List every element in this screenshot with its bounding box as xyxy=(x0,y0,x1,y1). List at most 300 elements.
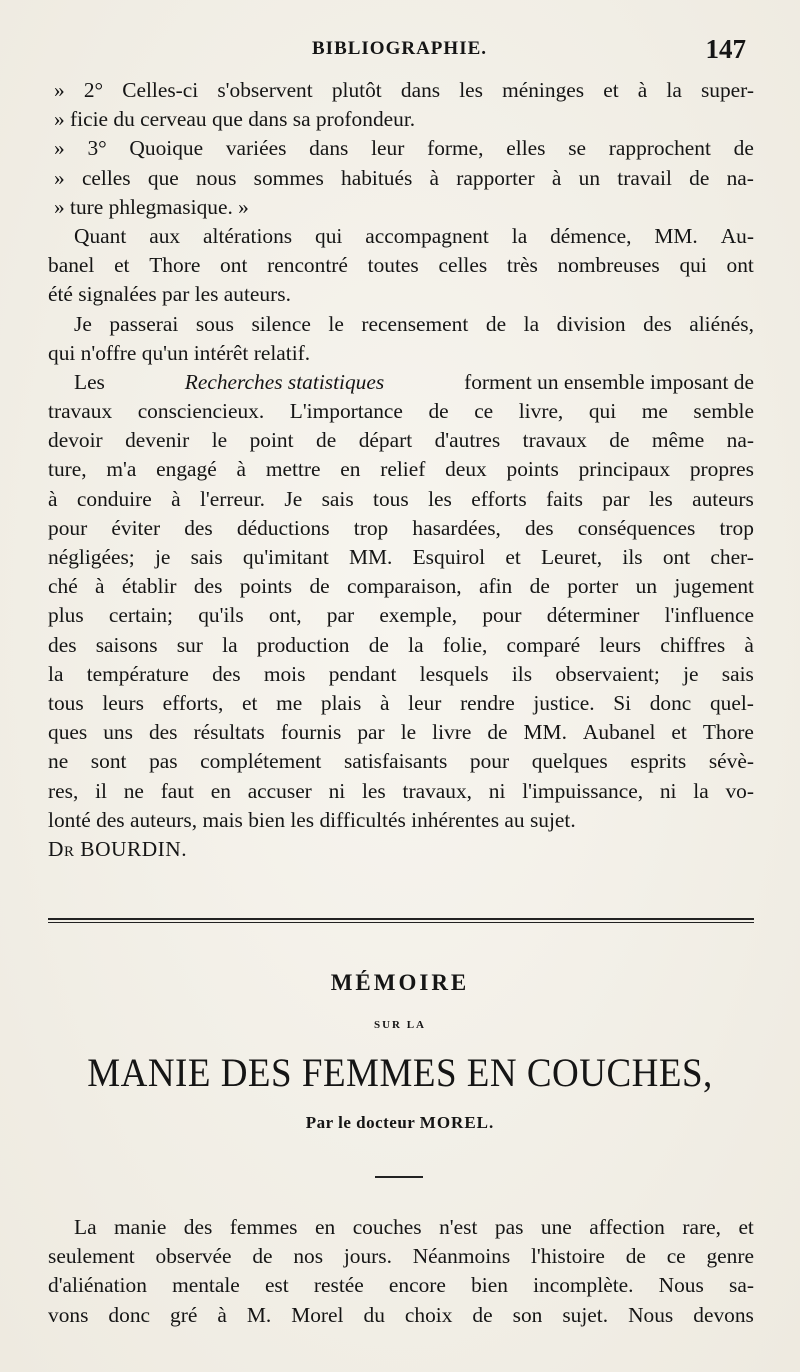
text-segment: Les xyxy=(74,369,105,394)
word: livre xyxy=(432,720,472,745)
word: esprits xyxy=(630,749,687,774)
word: éviter xyxy=(111,515,161,540)
word: faits xyxy=(546,486,583,511)
word: jours. xyxy=(343,1244,392,1269)
word: ont xyxy=(662,545,691,569)
word: forme, xyxy=(427,136,484,161)
text-line xyxy=(48,251,754,280)
word: ni xyxy=(659,778,677,803)
word: Thore xyxy=(702,720,754,745)
word: Nous xyxy=(658,1273,704,1298)
word: donc xyxy=(108,1302,151,1327)
word: choix xyxy=(404,1302,453,1327)
word: des xyxy=(525,515,554,540)
running-head xyxy=(48,34,752,68)
word: les xyxy=(459,78,483,102)
word: pour xyxy=(482,603,522,628)
word: production xyxy=(256,632,350,657)
word: résultats xyxy=(193,720,265,745)
word: recensement xyxy=(361,311,469,336)
word: devenir xyxy=(125,428,190,453)
word: sévè- xyxy=(708,749,754,774)
word: à xyxy=(637,78,648,102)
word: rare, xyxy=(682,1215,721,1239)
word: travaux, xyxy=(402,778,473,803)
word: Thore xyxy=(149,253,201,278)
word: sais xyxy=(321,486,354,511)
word: donc xyxy=(649,690,692,715)
word: des xyxy=(148,720,178,745)
word: des xyxy=(184,515,213,540)
word: s'observent xyxy=(217,78,313,102)
word: même xyxy=(651,428,705,453)
word: division xyxy=(556,311,626,336)
word: couches xyxy=(352,1215,422,1239)
word: genre xyxy=(706,1244,754,1269)
word: à xyxy=(379,690,390,715)
text-line xyxy=(48,76,754,105)
word: plais xyxy=(320,690,362,715)
word: il xyxy=(95,778,107,803)
word: affection xyxy=(589,1215,665,1239)
word: des xyxy=(48,632,77,657)
word: plus xyxy=(48,603,84,628)
word: une xyxy=(540,1215,572,1239)
word: Quant xyxy=(74,223,127,248)
word: altérations xyxy=(203,223,293,248)
text-line xyxy=(48,397,754,426)
word: leurs xyxy=(599,632,641,657)
word: à xyxy=(236,457,247,482)
word: Néanmoins xyxy=(412,1244,511,1269)
word: qu'ils xyxy=(198,603,244,628)
word: à xyxy=(551,165,562,190)
word: leurs xyxy=(102,690,144,715)
word: déductions xyxy=(236,515,330,540)
article-subheading: SUR LA xyxy=(373,1019,427,1031)
word: toutes xyxy=(367,253,419,278)
word: sommes xyxy=(253,165,324,190)
word: la xyxy=(511,223,528,248)
word: démence, xyxy=(550,223,632,248)
word: Celles-ci xyxy=(122,78,199,102)
word: 2° xyxy=(83,78,104,102)
word: ont xyxy=(220,253,248,278)
word: complétement xyxy=(200,749,322,774)
word: dans xyxy=(309,136,349,161)
word: ne xyxy=(123,778,144,803)
word: celles xyxy=(81,165,131,190)
word: de xyxy=(472,1302,493,1327)
word: faut xyxy=(160,778,194,803)
word: sont xyxy=(90,749,127,774)
text-line xyxy=(48,426,754,455)
word: relief xyxy=(380,457,426,482)
text-line xyxy=(48,777,754,806)
author-name: MOREL. xyxy=(419,1113,495,1132)
word: l'histoire xyxy=(530,1244,605,1269)
word: ce xyxy=(474,399,494,424)
word: ne xyxy=(48,749,69,774)
word: et xyxy=(671,720,687,745)
word: tous xyxy=(373,486,409,511)
book-title-italic: Recherches statistiques xyxy=(184,369,385,394)
word: ques xyxy=(48,720,88,745)
word: d'aliénation xyxy=(48,1273,147,1298)
word: des xyxy=(183,1215,213,1239)
word: livre, xyxy=(518,399,564,424)
word: le xyxy=(211,428,228,453)
word: température xyxy=(86,661,189,686)
word: mettre xyxy=(265,457,321,482)
text-line xyxy=(48,164,754,193)
word: Au- xyxy=(720,223,754,248)
word: na- xyxy=(726,165,754,190)
running-title: BIBLIOGRAPHIE. xyxy=(312,38,488,59)
word: folie, xyxy=(442,632,488,657)
word: devoir xyxy=(48,428,103,453)
word: propres xyxy=(689,457,754,482)
word: en xyxy=(210,778,231,803)
ornament-rule xyxy=(375,1176,423,1178)
word: la xyxy=(48,661,64,686)
text-line xyxy=(48,572,754,601)
word: principaux xyxy=(578,457,671,482)
word: aliénés, xyxy=(689,311,754,336)
word: comparaison, xyxy=(347,574,462,599)
word: elles xyxy=(506,136,546,161)
word: sur xyxy=(176,632,203,657)
word: la xyxy=(523,311,540,336)
word: et xyxy=(114,253,130,278)
word: les xyxy=(361,778,386,803)
word: Aubanel xyxy=(582,720,656,745)
word: négligées; xyxy=(48,545,135,569)
word: sa- xyxy=(729,1273,754,1298)
word: l'impuissance, xyxy=(522,778,644,803)
word: nous xyxy=(196,165,237,190)
word: des xyxy=(643,311,672,336)
word: efforts xyxy=(471,486,527,511)
word: son xyxy=(512,1302,543,1327)
word: » xyxy=(54,136,65,161)
word: me xyxy=(641,399,668,424)
text-line xyxy=(48,368,754,397)
word: de xyxy=(625,1244,646,1269)
article-title: MANIE DES FEMMES EN COUCHES, xyxy=(87,1051,713,1096)
word: deux xyxy=(445,457,487,482)
word: points xyxy=(239,574,293,599)
word: nombreuses xyxy=(557,253,660,278)
word: rendre xyxy=(460,690,515,715)
word: pour xyxy=(48,515,88,540)
word: quelques xyxy=(531,749,608,774)
text-line: » ture phlegmasique. » xyxy=(54,194,249,219)
word: lesquels xyxy=(419,661,489,686)
word: je xyxy=(683,661,699,686)
word: à xyxy=(171,486,181,511)
word: un xyxy=(635,574,658,599)
article-byline xyxy=(0,1113,800,1133)
word: de xyxy=(316,428,337,453)
word: en xyxy=(340,457,361,482)
word: de xyxy=(487,720,508,745)
word: travaux xyxy=(48,399,113,424)
word: auteurs xyxy=(692,486,754,511)
word: et xyxy=(603,78,619,102)
word: par xyxy=(326,603,355,628)
word: ché xyxy=(48,574,78,599)
word: déterminer xyxy=(546,603,640,628)
word: plutôt xyxy=(331,78,382,102)
word: et xyxy=(505,545,521,569)
word: accompagnent xyxy=(365,223,489,248)
word: celles xyxy=(438,253,488,278)
word: justice. xyxy=(533,690,595,715)
text-line xyxy=(48,1213,754,1242)
word: quel- xyxy=(709,690,754,715)
word: afin xyxy=(479,574,513,599)
word: pour xyxy=(469,749,510,774)
text-line xyxy=(48,1301,754,1330)
article-heading: MÉMOIRE xyxy=(330,970,470,995)
word: fournis xyxy=(280,720,342,745)
text-line: été signalées par les auteurs. xyxy=(48,282,291,307)
word: du xyxy=(363,1302,385,1327)
word: mentale xyxy=(172,1273,240,1298)
word: passerai xyxy=(109,311,179,336)
word: qui xyxy=(588,399,617,424)
word: par xyxy=(602,486,630,511)
word: leur xyxy=(408,690,442,715)
word: ni xyxy=(328,778,346,803)
word: à xyxy=(429,165,440,190)
word: hasardées, xyxy=(412,515,501,540)
word: seulement xyxy=(48,1244,135,1269)
word: M. xyxy=(246,1302,272,1327)
word: sais xyxy=(190,545,223,569)
word: comparé xyxy=(506,632,581,657)
word: uns xyxy=(103,720,133,745)
word: n'est xyxy=(439,1215,478,1239)
word: de xyxy=(529,574,550,599)
word: Leuret, xyxy=(540,545,603,569)
word: engagé xyxy=(156,457,217,482)
text-line: » ficie du cerveau que dans sa profondeur. xyxy=(54,107,416,132)
word: res, xyxy=(48,778,79,803)
word: Je xyxy=(284,486,303,511)
word: point xyxy=(249,428,294,453)
text-line xyxy=(48,485,754,514)
text-line xyxy=(48,631,754,660)
word: l'influence xyxy=(664,603,754,628)
word: Morel xyxy=(291,1302,344,1327)
word: et xyxy=(738,1215,754,1239)
word: la xyxy=(666,78,682,102)
word: la xyxy=(408,632,424,657)
word: de xyxy=(609,428,630,453)
page-number: 147 xyxy=(705,34,746,64)
text-line xyxy=(48,222,754,251)
text-line xyxy=(48,601,754,630)
word: je xyxy=(154,545,171,569)
text-line xyxy=(48,689,754,718)
text-line xyxy=(48,514,754,543)
word: qui xyxy=(679,253,707,278)
text-line: qui n'offre qu'un intérêt relatif. xyxy=(48,340,311,365)
word: méninges xyxy=(502,78,585,102)
word: super- xyxy=(700,78,754,102)
word: dans xyxy=(400,78,441,102)
word: observaient; xyxy=(555,661,660,686)
word: incomplète. xyxy=(533,1273,634,1298)
word: L'importance xyxy=(289,399,403,424)
word: départ xyxy=(358,428,413,453)
word: des xyxy=(212,661,241,686)
word: chiffres xyxy=(660,632,726,657)
word: femmes xyxy=(229,1215,298,1239)
section-divider-thin xyxy=(48,922,754,923)
word: rencontré xyxy=(267,253,348,278)
word: à xyxy=(217,1302,227,1327)
word: La xyxy=(74,1215,97,1239)
word: observée xyxy=(155,1244,232,1269)
word: MM. xyxy=(523,720,567,745)
word: m'a xyxy=(106,457,137,482)
word: » xyxy=(54,78,65,102)
word: tous xyxy=(48,690,84,715)
word: le xyxy=(328,311,344,336)
word: MM. xyxy=(349,545,393,569)
byline-prefix: Par le docteur xyxy=(305,1113,416,1132)
word: ils xyxy=(622,545,643,569)
word: sous xyxy=(195,311,234,336)
word: habitués xyxy=(341,165,413,190)
word: Esquirol xyxy=(412,545,486,569)
word: exemple, xyxy=(379,603,458,628)
word: rapporter xyxy=(456,165,535,190)
text-line xyxy=(48,747,754,776)
word: de xyxy=(733,136,754,161)
word: ni xyxy=(488,778,506,803)
word: le xyxy=(400,720,417,745)
word: ont, xyxy=(268,603,302,628)
word: les xyxy=(648,486,673,511)
text-line: lonté des auteurs, mais bien les difficultés inhérentes au sujet. xyxy=(48,807,576,832)
word: certain; xyxy=(108,603,174,628)
word: conséquences xyxy=(577,515,696,540)
word: de xyxy=(485,311,507,336)
word: très xyxy=(506,253,538,278)
word: semble xyxy=(693,399,754,424)
word: trop xyxy=(353,515,389,540)
text-line xyxy=(48,718,754,747)
word: ture, xyxy=(48,457,87,482)
word: à xyxy=(95,574,105,599)
word: jugement xyxy=(674,574,754,599)
word: aux xyxy=(149,223,181,248)
word: encore xyxy=(388,1273,446,1298)
word: de xyxy=(368,632,389,657)
word: de xyxy=(428,399,449,424)
word: na- xyxy=(726,428,754,453)
word: pas xyxy=(149,749,178,774)
word: pas xyxy=(494,1215,524,1239)
word: devons xyxy=(693,1302,754,1327)
signature: Dr BOURDIN. xyxy=(48,836,188,861)
word: l'erreur. xyxy=(199,486,265,511)
word: est xyxy=(264,1273,289,1298)
word: sujet. xyxy=(562,1302,609,1327)
word: ils xyxy=(511,661,533,686)
word: MM. xyxy=(654,223,698,248)
word: ce xyxy=(666,1244,686,1269)
text-line xyxy=(48,1271,754,1300)
text-line xyxy=(48,1242,754,1271)
word: ont xyxy=(726,253,754,278)
word: Je xyxy=(74,311,92,336)
word: travail xyxy=(617,165,672,190)
word: leur xyxy=(371,136,405,161)
word: points xyxy=(506,457,559,482)
word: trop xyxy=(719,515,754,540)
word: les xyxy=(428,486,452,511)
word: mois xyxy=(263,661,306,686)
word: restée xyxy=(313,1273,364,1298)
word: vo- xyxy=(725,778,754,803)
article-text xyxy=(48,1213,754,1330)
word: variées xyxy=(225,136,287,161)
word: banel xyxy=(48,253,95,278)
word: me xyxy=(276,690,303,715)
word: qu'imitant xyxy=(242,545,329,569)
word: qui xyxy=(315,223,343,248)
word: que xyxy=(147,165,179,190)
text-line xyxy=(48,134,754,163)
word: consciencieux. xyxy=(137,399,265,424)
word: d'autres xyxy=(434,428,501,453)
text-line xyxy=(48,455,754,484)
word: par xyxy=(357,720,385,745)
word: nos xyxy=(293,1244,324,1269)
text-segment: forment un ensemble imposant de xyxy=(464,369,754,394)
word: à xyxy=(48,486,58,511)
word: satisfaisants xyxy=(343,749,448,774)
word: pendant xyxy=(328,661,397,686)
word: établir xyxy=(121,574,177,599)
word: saisons xyxy=(95,632,158,657)
word: de xyxy=(252,1244,273,1269)
bibliography-text xyxy=(48,76,754,864)
word: un xyxy=(578,165,601,190)
word: Quoique xyxy=(129,136,204,161)
word: en xyxy=(315,1215,336,1239)
word: efforts, xyxy=(162,690,224,715)
word: conduire xyxy=(76,486,152,511)
word: de xyxy=(689,165,710,190)
word: la xyxy=(693,778,709,803)
word: Si xyxy=(613,690,632,715)
word: la xyxy=(222,632,238,657)
word: travaux xyxy=(522,428,587,453)
word: Nous xyxy=(628,1302,674,1327)
word: se xyxy=(568,136,587,161)
word: à xyxy=(744,632,754,657)
word: vons xyxy=(48,1302,89,1327)
word: accuser xyxy=(247,778,312,803)
section-divider xyxy=(48,918,754,920)
word: porter xyxy=(567,574,619,599)
